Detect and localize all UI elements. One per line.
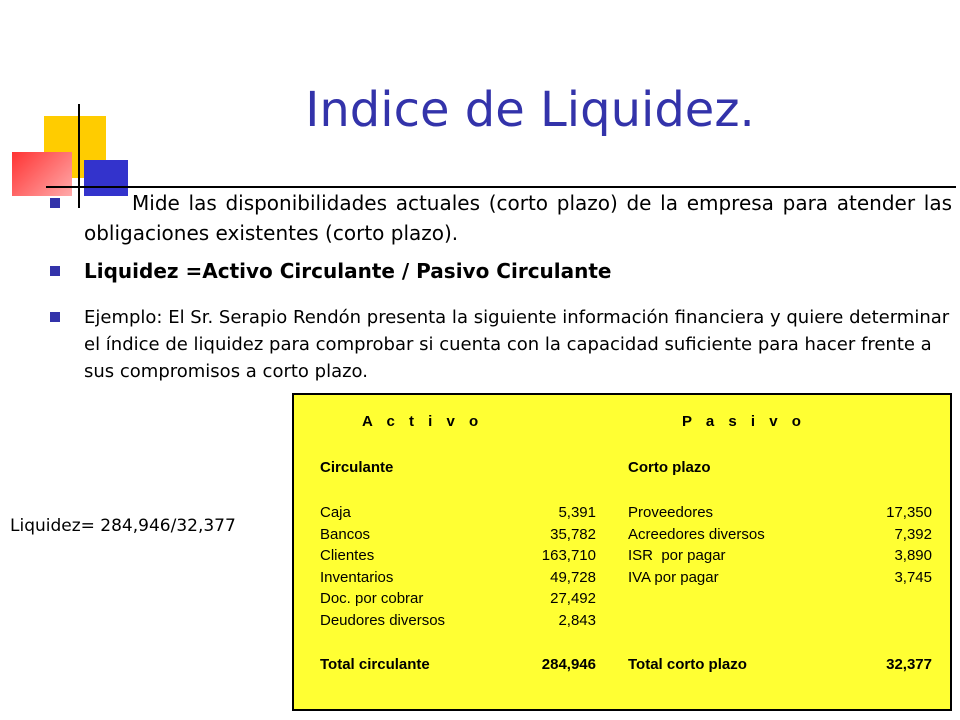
activo-total-row [320,655,596,675]
activo-row [320,503,596,523]
activo-row-value: 27,492 [550,590,596,607]
bullet-marker-3 [50,312,60,322]
activo-row [320,525,596,545]
pasivo-row-value: 3,890 [894,547,932,564]
activo-row-label: Doc. por cobrar [320,590,424,607]
pasivo-row-value: 7,392 [894,526,932,543]
activo-total-value: 284,946 [541,656,596,673]
bullet-text-definition [84,188,952,248]
activo-row-value: 35,782 [550,526,596,543]
activo-row [320,568,596,588]
bullet-marker-2 [50,266,60,276]
decorative-vertical-line [78,104,80,208]
activo-row-value: 163,710 [541,547,596,564]
activo-row [320,589,596,609]
pasivo-row [628,546,932,566]
pasivo-row-value: 3,745 [894,569,932,586]
activo-row-value: 2,843 [558,612,596,629]
pasivo-row [628,525,932,545]
pasivo-row-value: 17,350 [886,504,932,521]
activo-row [320,546,596,566]
pasivo-row-label: ISR por pagar [628,547,726,564]
bullet-text-formula: Liquidez =Activo Circulante / Pasivo Circulante [84,259,612,283]
activo-row-value: 5,391 [558,504,596,521]
activo-row [320,611,596,631]
activo-row-label: Deudores diversos [320,612,446,629]
pasivo-row-label: Proveedores [628,504,714,521]
activo-header: A c t i v o [362,413,484,430]
pasivo-row [628,503,932,523]
pasivo-row [628,568,932,588]
pasivo-total-value: 32,377 [886,656,932,673]
financial-table [292,393,952,711]
pasivo-row-label: IVA por pagar [628,569,719,586]
decorative-red-square [12,152,72,196]
activo-row-label: Inventarios [320,569,394,586]
page-title: Indice de Liquidez. [305,82,755,138]
pasivo-header: P a s i v o [682,413,806,430]
pasivo-total-label: Total corto plazo [628,656,747,673]
pasivo-section-title: Corto plazo [628,459,711,476]
activo-row-label: Bancos [320,526,371,543]
pasivo-row-label: Acreedores diversos [628,526,765,543]
activo-row-label: Clientes [320,547,375,564]
bullet-marker-1 [50,198,60,208]
pasivo-total-row [628,655,932,675]
activo-row-value: 49,728 [550,569,596,586]
activo-row-label: Caja [320,504,351,521]
definition-text: Mide las disponibilidades actuales (corto plazo) de la empresa para atender las obligaciones existentes (corto plazo). [84,191,952,245]
activo-section-title: Circulante [320,459,394,476]
liquidity-formula-label: Liquidez= 284,946/32,377 [10,516,236,536]
activo-total-label: Total circulante [320,656,430,673]
bullet-text-example: Ejemplo: El Sr. Serapio Rendón presenta la siguiente información financiera y quiere determinar el índice de liquidez para comprobar si cuenta con la capacidad suficiente para hacer frente a sus compromisos a corto plazo. [84,307,950,382]
